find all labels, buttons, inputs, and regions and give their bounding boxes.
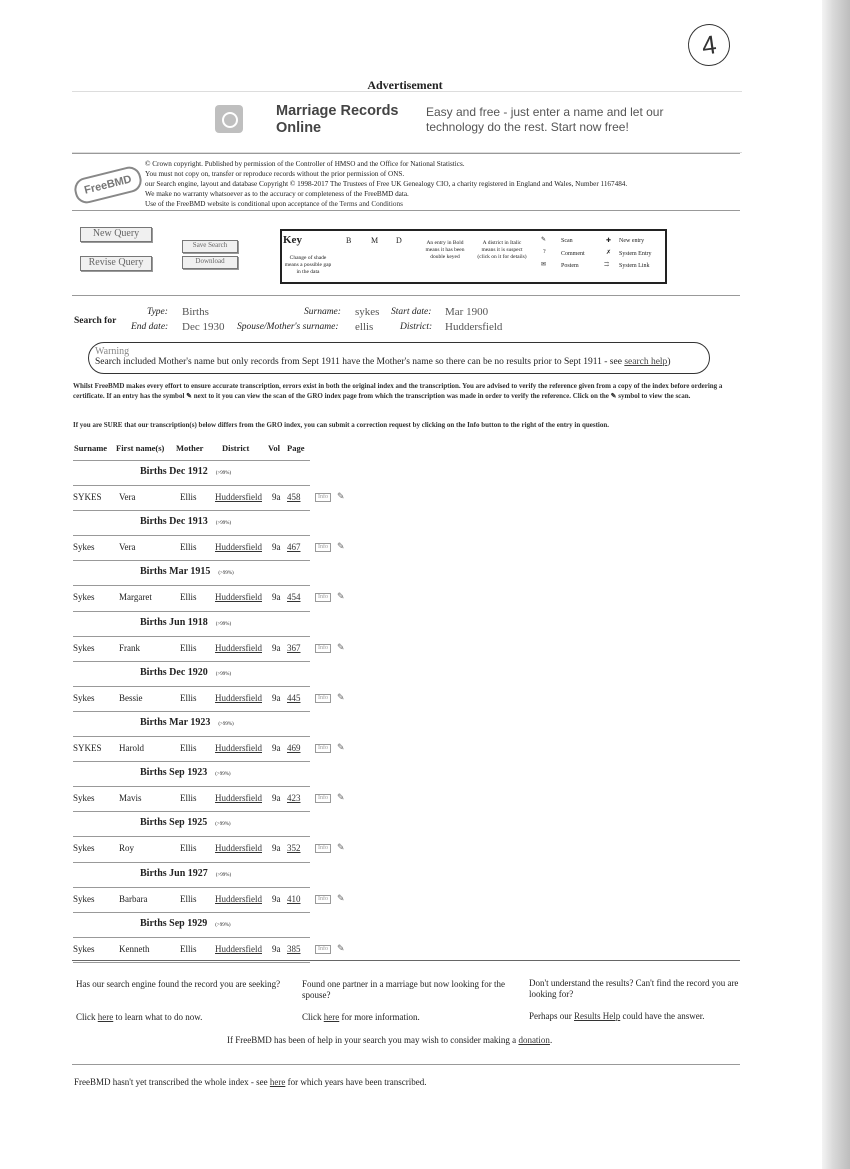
result-surname: SYKES [73,743,102,753]
result-surname: Sykes [73,592,95,603]
spouse-label: Spouse/Mother's surname: [237,322,339,332]
quarter-title: Births Dec 1912 [140,466,208,477]
result-mother: Ellis [180,943,197,954]
quarter-title: Births Mar 1923 [140,717,211,728]
result-vol: 9a [272,542,281,553]
accuracy-note: (>99%) [218,571,234,577]
quarter-heading [74,717,310,728]
result-page-link[interactable]: 410 [287,893,301,904]
divider [72,1064,740,1065]
start-date-label: Start date: [391,307,432,317]
result-first-name: Frank [119,642,140,653]
col-first-name: First name(s) [116,443,165,453]
advert-logo-icon[interactable] [215,105,243,133]
result-page-link[interactable]: 367 [287,642,301,653]
quarter-title: Births Jun 1918 [140,616,208,628]
footer-here-link-2[interactable]: here [323,1012,340,1022]
info-button[interactable]: Info [315,493,331,502]
row-divider [73,711,310,712]
row-divider [73,962,310,963]
info-button[interactable]: Info [315,694,331,703]
footer-col-1-question: Has our search engine found the record you are seeking? [76,979,281,989]
result-first-name: Roy [119,843,135,854]
system-link-icon: ⇉ [604,262,610,268]
result-vol: 9a [272,943,281,954]
scan-icon[interactable]: ✎ [337,541,345,552]
key-b: B [346,236,352,245]
accuracy-note: (>99%) [215,671,232,677]
district-value: Huddersfield [445,321,503,333]
result-surname: Sykes [73,943,95,954]
quarter-heading [74,516,310,527]
divider [72,295,740,296]
quarter-title: Births Dec 1913 [140,516,208,528]
key-italic-text: A district in Italic means it is suspect (click on it for details) [477,240,527,260]
warning-title: Warning [95,346,130,357]
new-entry-icon: ✚ [606,238,612,244]
row-divider [73,460,310,461]
result-mother: Ellis [180,542,197,553]
result-surname: Sykes [73,542,95,553]
transcription-notice: Whilst FreeBMD makes every effort to ensure accurate transcription, errors exist in both the original index and the transcription. You are advised to verify the reference given from a copy of the index before ordering a certificate. If an entry has the symbol ✎ next to it you can view the scan of the GRO index page from which the transcription was made in order to verify the reference. Click on the ✎ symbol to view the scan. [73,382,723,400]
row-divider [73,510,310,511]
warning-text: Search included Mother's name but only records from Sept 1911 have the Mother's name so there can be no results prior to Sept 1911 - see search help) [95,357,671,367]
col-district: District [222,443,250,453]
divider [72,960,740,961]
result-district-link[interactable]: Huddersfield [215,542,262,553]
accuracy-note: (>99%) [215,922,231,928]
result-mother: Ellis [180,743,197,753]
result-first-name: Kenneth [119,943,150,954]
info-button[interactable]: Info [315,794,331,803]
scan-icon: ✎ [541,237,547,243]
result-page-link[interactable]: 469 [287,743,301,753]
donation-link[interactable]: donation [518,1035,550,1045]
end-date-value: Dec 1930 [182,321,225,333]
advert-label: Advertisement [367,78,443,92]
result-surname: SYKES [73,492,102,502]
advert-headline[interactable]: Marriage Records Online [276,103,399,136]
info-button[interactable]: Info [315,543,331,552]
accuracy-note: (>99%) [215,872,232,878]
result-mother: Ellis [180,793,197,804]
row-divider [73,686,310,687]
scan-icon[interactable]: ✎ [337,892,345,903]
copyright-notice: © Crown copyright. Published by permission of the Controller of HMSO and the Office for National Statistics. You must not copy on, transfer or reproduce records without the prior permission of ONS. our Search engine, layout and database Copyright © 1998-2017 The Trustees of Free UK Genealogy CIO, a charity registered in England and Wales, Number 1167484. We make no warranty whatsoever as to the accuracy or completeness of the FreeBMD data. Use of the FreeBMD website is conditional upon acceptance of the Terms and Conditions [145,160,628,208]
scan-icon[interactable]: ✎ [337,942,345,953]
search-for-label: Search for [74,316,117,326]
info-button[interactable]: Info [315,644,331,653]
system-entry-icon: ✗ [606,250,612,256]
terms-link[interactable]: Terms and Conditions [339,200,403,208]
donation-line: If FreeBMD has been of help in your search you may wish to consider making a donation. [227,1035,553,1045]
row-divider [73,485,310,486]
key-new-entry-label: New entry [619,238,645,244]
row-divider [73,535,310,536]
results-help-link[interactable]: Results Help [574,1011,621,1021]
result-surname: Sykes [73,793,95,804]
row-divider [73,761,310,762]
key-d: D [396,236,402,245]
col-page: Page [287,443,305,453]
row-divider [73,736,310,737]
result-first-name: Vera [119,542,136,553]
end-date-label: End date: [131,322,169,332]
advert-text[interactable]: Easy and free - just enter a name and let our technology do the rest. Start now free! [426,105,664,134]
col-surname: Surname [74,443,108,453]
scan-icon[interactable]: ✎ [337,641,345,652]
accuracy-note: (>99%) [215,521,232,527]
key-comment-label: Comment [561,251,585,257]
quarter-title: Births Sep 1923 [140,767,208,779]
accuracy-note: (>99%) [215,621,232,627]
quarter-heading [74,767,310,778]
result-district-link[interactable]: Huddersfield [215,843,262,854]
accuracy-note: (>99%) [215,822,231,828]
surname-label: Surname: [304,307,341,317]
type-value: Births [182,306,209,318]
result-district-link[interactable]: Huddersfield [215,642,262,653]
quarter-title: Births Jun 1927 [140,867,208,879]
quarter-title: Births Sep 1925 [140,817,208,829]
info-button[interactable]: Info [315,945,331,954]
row-divider [73,912,310,913]
row-divider [73,636,310,637]
divider [72,153,740,154]
accuracy-note: (>99%) [215,471,232,476]
key-scan-label: Scan [561,238,573,244]
result-first-name: Barbara [119,893,148,904]
footer-col-2-question: Found one partner in a marriage but now looking for the spouse? [302,979,505,1000]
scan-icon[interactable]: ✎ [337,842,345,853]
accuracy-note: (>99%) [218,722,234,727]
result-vol: 9a [272,793,281,804]
row-divider [73,786,310,787]
start-date-value: Mar 1900 [445,306,489,318]
info-button[interactable]: Info [315,593,331,602]
scan-icon[interactable]: ✎ [337,491,345,501]
result-first-name: Bessie [119,692,143,703]
quarter-title: Births Sep 1929 [140,917,208,929]
quarter-title: Births Dec 1920 [140,666,208,678]
row-divider [73,611,310,612]
footer-here-link-1[interactable]: here [97,1012,114,1022]
new-query-button[interactable]: New Query [80,227,152,242]
key-shade-text: Change of shade means a possible gap in the data [284,255,332,275]
row-divider [73,836,310,837]
info-button[interactable]: Info [315,744,331,753]
footer-col-2-answer: Click here for more information. [302,1012,420,1022]
result-mother: Ellis [180,642,197,653]
district-label: District: [400,322,433,332]
correction-notice: If you are SURE that our transcription(s) below differs from the GRO index, you can submit a correction request by clicking on the Info button to the right of the entry in question. [73,421,610,429]
key-system-link-label: System Link [619,263,650,269]
quarter-title: Births Mar 1915 [140,566,211,578]
transcription-coverage-line: FreeBMD hasn't yet transcribed the whole index - see here for which years have been transcribed. [74,1077,427,1087]
coverage-here-link[interactable]: here [269,1077,286,1087]
scan-icon[interactable]: ✎ [337,792,345,803]
key-m: M [371,236,379,245]
result-page-link[interactable]: 385 [287,943,301,954]
scan-icon[interactable]: ✎ [337,742,345,752]
scan-edge [822,0,850,1169]
result-district-link[interactable]: Huddersfield [215,893,262,904]
result-mother: Ellis [180,492,197,502]
row-divider [73,862,310,863]
freebmd-logo[interactable]: FreeBMD [72,164,144,206]
col-vol: Vol [268,443,280,453]
row-divider [73,661,310,662]
result-surname: Sykes [73,642,95,653]
result-page-link[interactable]: 445 [287,692,301,703]
accuracy-note: (>99%) [215,772,231,778]
result-vol: 9a [272,843,281,854]
result-page-link[interactable]: 467 [287,542,301,553]
scan-icon[interactable]: ✎ [337,691,345,702]
result-vol: 9a [272,692,281,703]
result-first-name: Margaret [119,592,152,603]
result-mother: Ellis [180,843,197,854]
page-number: 4 [685,21,732,68]
quarter-heading [74,817,310,828]
download-button[interactable]: Download [182,256,238,269]
revise-query-button[interactable]: Revise Query [80,256,152,271]
quarter-heading [74,667,310,678]
scan-icon[interactable]: ✎ [337,591,345,602]
quarter-heading [74,617,310,628]
key-system-entry-label: System Entry [619,251,652,257]
result-district-link[interactable]: Huddersfield [215,692,262,703]
save-search-button[interactable]: Save Search [182,240,238,253]
quarter-heading [74,868,310,879]
spouse-value: ellis [355,321,374,333]
result-vol: 9a [272,642,281,653]
footer-col-3-question: Don't understand the results? Can't find the record you are looking for? [529,978,739,999]
quarter-heading [74,918,310,929]
result-mother: Ellis [180,692,197,703]
row-divider [73,585,310,586]
col-mother: Mother [176,443,204,453]
result-district-link[interactable]: Huddersfield [215,592,262,603]
row-divider [73,560,310,561]
key-title: Key [283,234,302,246]
result-surname: Sykes [73,692,95,703]
surname-value: sykes [355,306,380,318]
result-vol: 9a [272,492,281,502]
result-district-link[interactable]: Huddersfield [215,743,262,753]
result-surname: Sykes [73,843,95,854]
row-divider [73,937,310,938]
result-district-link[interactable]: Huddersfield [215,492,262,502]
result-page-link[interactable]: 423 [287,793,301,804]
result-district-link[interactable]: Huddersfield [215,793,262,804]
footer-col-3-answer: Perhaps our Results Help could have the answer. [529,1011,705,1021]
postem-icon: ✉ [541,262,547,268]
result-vol: 9a [272,893,281,904]
quarter-heading [74,566,310,577]
result-mother: Ellis [180,592,197,603]
result-page-link[interactable]: 352 [287,843,301,854]
result-first-name: Harold [119,743,144,753]
result-district-link[interactable]: Huddersfield [215,943,262,954]
info-button[interactable]: Info [315,844,331,853]
search-help-link[interactable]: search help [624,357,668,367]
footer-col-1-answer: Click here to learn what to do now. [76,1012,203,1022]
result-vol: 9a [272,743,281,753]
result-page-link[interactable]: 458 [287,492,301,502]
type-label: Type: [147,307,168,317]
result-first-name: Mavis [119,793,142,804]
result-surname: Sykes [73,893,95,904]
result-mother: Ellis [180,893,197,904]
quarter-heading [74,466,310,477]
key-bold-text: An entry in Bold means it has been double keyed [425,240,465,260]
row-divider [73,811,310,812]
result-first-name: Vera [119,492,136,502]
comment-icon: ? [543,249,546,255]
result-page-link[interactable]: 454 [287,592,301,603]
key-postem-label: Postem [561,263,579,269]
row-divider [73,887,310,888]
info-button[interactable]: Info [315,895,331,904]
result-vol: 9a [272,592,281,603]
divider [72,210,740,211]
